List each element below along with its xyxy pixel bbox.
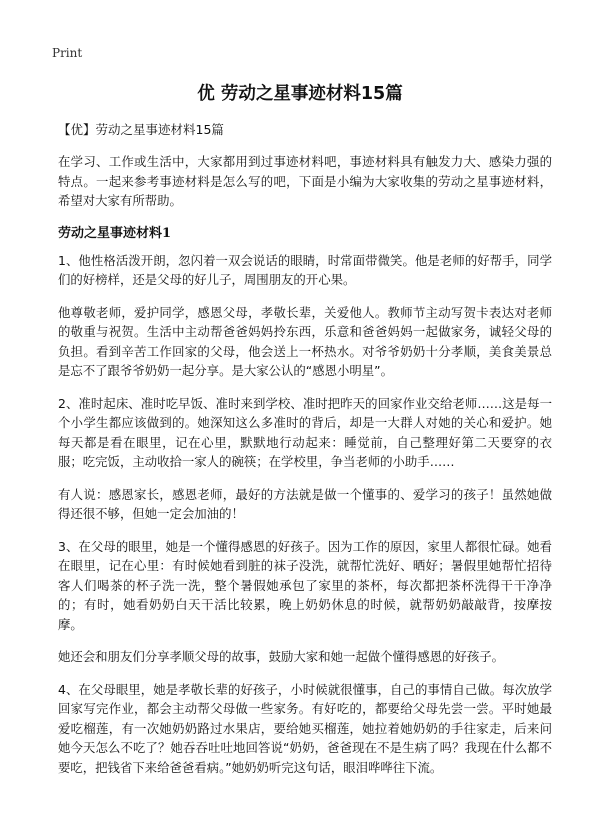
body-paragraph: 4、在父母眼里，她是孝敬长辈的好孩子，小时候就很懂事，自己的事情自己做。每次放学回家写完作业，都会主动帮父母做一些家务。有好吃的，都要给父母先尝一尝。平时她最爱吃榴莲，有一次她奶奶路过水果店，要给她买榴莲，她拉着她奶奶的手往家走，后来问她今天怎么不吃了？她吞吞吐吐地回答说“奶奶，爸爸现在不是生病了吗？我现在什么都不要吃，把钱省下来给爸爸看病。”她奶奶听完这句话，眼泪哗哗往下流。 bbox=[58, 681, 552, 775]
print-link[interactable]: Print bbox=[52, 46, 83, 60]
section-heading: 劳动之星事迹材料1 bbox=[58, 225, 172, 241]
intro-paragraph: 在学习、工作或生活中，大家都用到过事迹材料吧，事迹材料具有触发力大、感染力强的特点。一起来参考事迹材料是怎么写的吧，下面是小编为大家收集的劳动之星事迹材料，希望对大家有所帮助。 bbox=[58, 154, 552, 208]
body-paragraph: 他尊敬老师，爱护同学，感恩父母，孝敬长辈，关爱他人。教师节主动写贺卡表达对老师的敬重与祝贺。生活中主动帮爸爸妈妈拎东西，乐意和爸爸妈妈一起做家务，诚轻父母的负担。看到辛苦工作回家的父母，他会送上一杯热水。对爷爷奶奶十分孝顺，美食美景总是忘不了跟爷爷奶奶一起分享。是大家公认的“感恩小明星”。 bbox=[58, 304, 552, 378]
document-body bbox=[58, 152, 552, 790]
body-paragraph: 2、准时起床、准时吃早饭、准时来到学校、准时把昨天的回家作业交给老师……这是每一个小学生都应该做到的。她深知这么多准时的背后，却是一大群人对她的关心和爱护。她每天都是看在眼里，记在心里，默默地行动起来：睡觉前，自己整理好第二天要穿的衣服；吃完饭，主动收拾一家人的碗筷；在学校里，争当老师的小助手…… bbox=[58, 395, 552, 469]
body-paragraph: 1、他性格活泼开朗，忽闪着一双会说话的眼睛，时常面带微笑。他是老师的好帮手，同学们的好榜样，还是父母的好儿子，周围朋友的开心果。 bbox=[58, 252, 552, 287]
document-subtitle: 【优】劳动之星事迹材料15篇 bbox=[58, 122, 224, 137]
body-paragraph: 她还会和朋友们分享孝顺父母的故事，鼓励大家和她一起做个懂得感恩的好孩子。 bbox=[58, 649, 505, 664]
body-paragraph: 3、在父母的眼里，她是一个懂得感恩的好孩子。因为工作的原因，家里人都很忙碌。她看在眼里，记在心里：有时候她看到脏的袜子没洗，就帮忙洗好、晒好；暑假里她帮忙招待客人们喝茶的杯子洗一洗，整个暑假她承包了家里的茶杯，每次都把茶杯洗得干干净净的；有时，她看奶奶白天干活比较累，晚上奶奶休息的时候，就帮奶奶敲敲背，按摩按摩。 bbox=[58, 538, 552, 632]
document-title: 优 劳动之星事迹材料15篇 bbox=[197, 84, 403, 104]
body-paragraph: 有人说：感恩家长，感恩老师，最好的方法就是做一个懂事的、爱学习的孩子！虽然她做得还很不够，但她一定会加油的！ bbox=[58, 486, 552, 521]
